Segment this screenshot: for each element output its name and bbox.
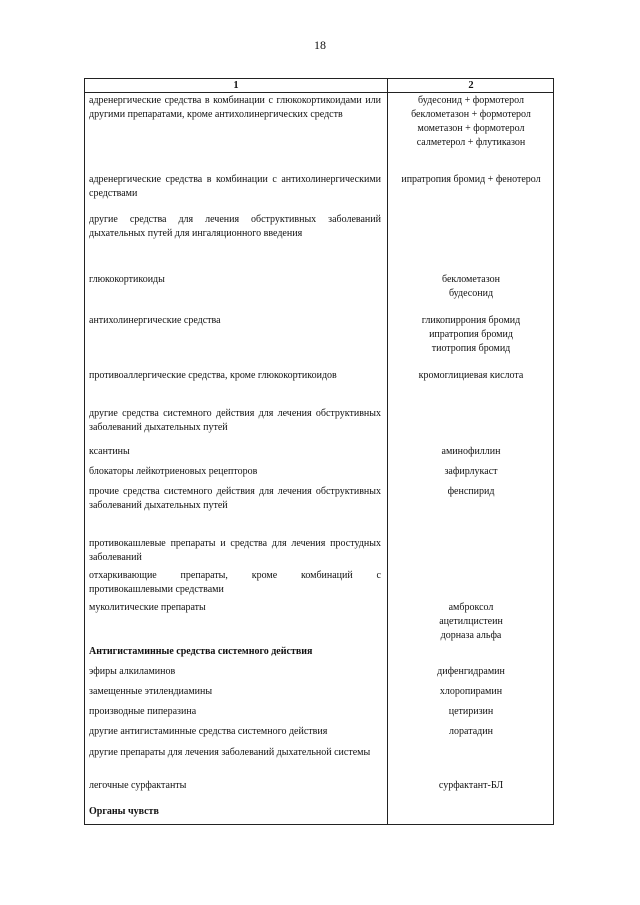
column-divider — [387, 79, 388, 824]
section-heading: Антигистаминные средства системного действия — [89, 646, 313, 657]
drug-name: зафирлукаст — [444, 466, 498, 477]
table-row-category: замещенные этилендиамины — [89, 686, 213, 697]
drug-name: мометазон + формотерол — [417, 123, 525, 134]
table-row-drugs — [391, 94, 551, 150]
table-row-drugs — [391, 273, 551, 301]
drug-name: дорназа альфа — [440, 630, 502, 641]
drug-name: беклометазон — [442, 274, 500, 285]
table-row-drugs — [391, 705, 551, 719]
table-row-drugs — [391, 685, 551, 699]
drug-name: кромоглициевая кислота — [418, 370, 524, 381]
table-row-category: прочие средства системного действия для лечения обструктивных заболеваний дыхательных путей — [89, 486, 381, 511]
drug-name: будесонид + формотерол — [418, 95, 524, 106]
drug-name: гликопиррония бромид — [421, 315, 521, 326]
drug-name: сурфактант-БЛ — [438, 780, 504, 791]
table-row-category: глюкокортикоиды — [89, 274, 165, 285]
table-row-drugs — [391, 445, 551, 459]
table-row-drugs — [391, 601, 551, 643]
column-header-2: 2 — [468, 80, 474, 91]
table-row-category: отхаркивающие препараты, кроме комбинаций с противокашлевыми средствами — [89, 570, 381, 595]
drug-name: хлоропирамин — [439, 686, 503, 697]
drug-name: салметерол + флутиказон — [416, 137, 526, 148]
table-row-category: адренергические средства в комбинации с антихолинергическими средствами — [89, 174, 381, 199]
table-row-drugs — [391, 314, 551, 356]
section-heading: Органы чувств — [89, 806, 159, 817]
drug-name: фенспирид — [447, 486, 495, 497]
column-header-1: 1 — [233, 80, 239, 91]
drug-name: тиотропия бромид — [431, 343, 511, 354]
drug-name: аминофиллин — [441, 446, 501, 457]
drug-name: беклометазон + формотерол — [411, 109, 531, 120]
table-row-category: производные пиперазина — [89, 706, 197, 717]
table-row-drugs — [391, 465, 551, 479]
drug-name: будесонид — [448, 288, 494, 299]
drug-classification-table — [84, 78, 554, 825]
table-row-category: другие средства системного действия для лечения обструктивных заболеваний дыхательных путей — [89, 408, 381, 433]
table-row-category: другие антигистаминные средства системного действия — [89, 726, 328, 737]
header-underline — [85, 92, 553, 93]
table-row-category: противокашлевые препараты и средства для лечения простудных заболеваний — [89, 538, 381, 563]
table-row-category: легочные сурфактанты — [89, 780, 187, 791]
table-row-category: противоаллергические средства, кроме глюкокортикоидов — [89, 370, 337, 381]
table-row-drugs — [391, 369, 551, 383]
table-row-category: эфиры алкиламинов — [89, 666, 176, 677]
drug-name: дифенгидрамин — [437, 666, 505, 677]
table-row-drugs — [391, 173, 551, 187]
table-row-category: антихолинергические средства — [89, 315, 221, 326]
drug-name: ацетилцистеин — [439, 616, 503, 627]
page-number: 18 — [314, 38, 326, 52]
drug-name: ипратропия бромид — [429, 329, 513, 340]
table-row-category: блокаторы лейкотриеновых рецепторов — [89, 466, 258, 477]
table-row-drugs — [391, 665, 551, 679]
table-row-drugs — [391, 485, 551, 499]
table-row-category: ксантины — [89, 446, 130, 457]
table-row-category: муколитические препараты — [89, 602, 206, 613]
table-row-drugs — [391, 725, 551, 739]
table-row-category: другие препараты для лечения заболеваний дыхательной системы — [89, 747, 371, 758]
drug-name: лоратадин — [449, 726, 493, 737]
drug-name: амброксол — [448, 602, 494, 613]
table-row-category: адренергические средства в комбинации с глюкокортикоидами или другими препаратами, кроме антихолинергических средств — [89, 95, 381, 120]
table-row-drugs — [391, 779, 551, 793]
drug-name: цетиризин — [448, 706, 494, 717]
drug-name: ипратропия бромид + фенотерол — [401, 174, 541, 185]
table-row-category: другие средства для лечения обструктивных заболеваний дыхательных путей для ингаляционного введения — [89, 214, 381, 239]
